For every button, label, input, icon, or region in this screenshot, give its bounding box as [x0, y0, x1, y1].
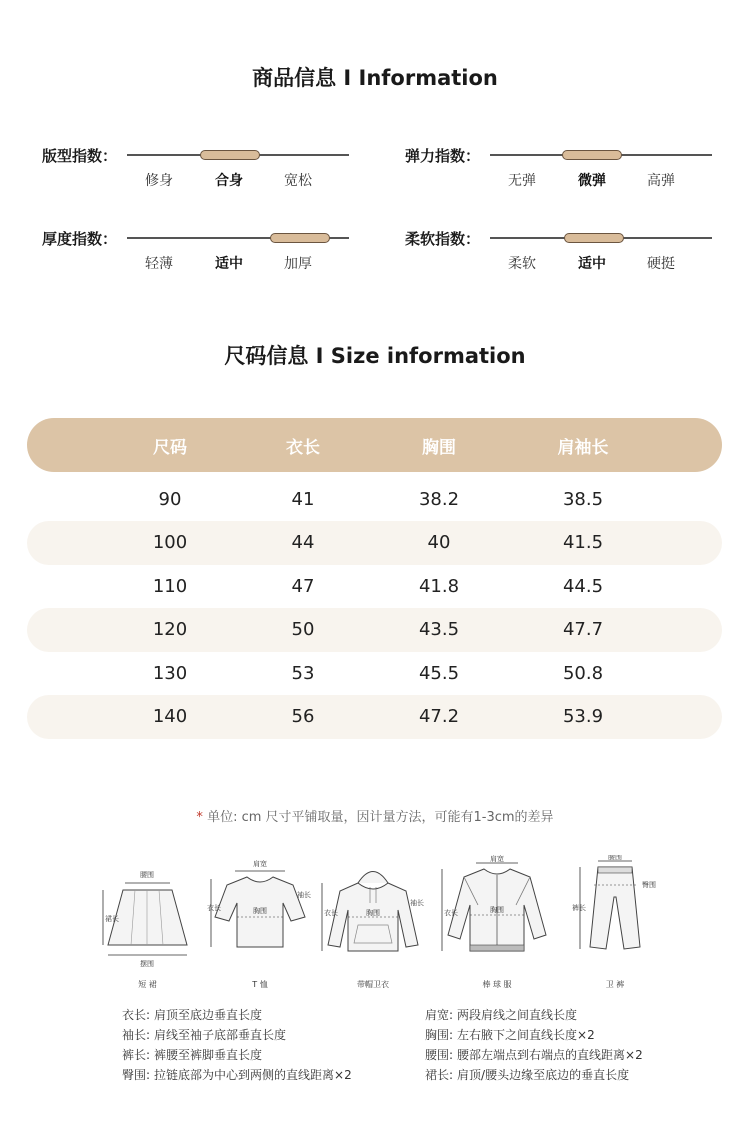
index-option: 加厚: [284, 256, 312, 272]
size-table-header: [27, 418, 722, 472]
size-info-title: 尺码信息 I Size information: [224, 344, 526, 368]
index-option-selected: 适中: [578, 256, 606, 272]
garment-name: 短 裙: [138, 980, 157, 989]
measure-label: 衣长: [324, 909, 338, 917]
baseball-jacket-diagram: [438, 855, 556, 990]
table-row: [27, 521, 722, 565]
index-label: 版型指数：: [42, 147, 118, 165]
product-info-title: 商品信息 I Information: [252, 66, 498, 90]
index-track: [490, 154, 712, 156]
table-cell: 45.5: [418, 663, 460, 684]
table-cell: 56: [291, 706, 315, 727]
table-row: [27, 652, 722, 696]
table-cell: 130: [152, 663, 188, 684]
table-cell: 38.2: [418, 489, 460, 510]
measure-label: 腰围: [140, 871, 154, 879]
index-option: 修身: [145, 173, 173, 189]
table-cell: 40: [427, 532, 451, 553]
garment-name: T 恤: [252, 980, 268, 989]
measure-label: 胸围: [366, 909, 380, 917]
table-row: [27, 565, 722, 609]
column-header: 尺码: [153, 438, 187, 458]
table-cell: 38.5: [562, 489, 604, 510]
tshirt-diagram: [205, 855, 315, 990]
definition-item: [425, 1026, 595, 1043]
note-star: *: [196, 810, 203, 825]
index-slider-knob: [564, 233, 624, 243]
column-header: 胸围: [422, 438, 456, 458]
definition-text: 拉链底部为中心到两侧的直线距离×2: [154, 1068, 352, 1082]
table-cell: 41.5: [562, 532, 604, 553]
definition-item: [122, 1066, 352, 1083]
definition-text: 裤腰至裤脚垂直长度: [154, 1048, 263, 1062]
index-option: 轻薄: [145, 256, 173, 272]
index-slider-knob: [270, 233, 330, 243]
definition-text: 肩线至袖子底部垂直长度: [154, 1028, 287, 1042]
skirt-diagram: [95, 855, 200, 990]
index-label: 弹力指数：: [405, 147, 481, 165]
index-track: [127, 237, 349, 239]
hoodie-diagram: [318, 855, 428, 990]
index-label: 厚度指数：: [42, 230, 118, 248]
baseball-jacket-icon: [438, 855, 556, 970]
garment-name: 棒 球 服: [482, 980, 512, 989]
elasticity-index: [405, 145, 735, 205]
index-slider-knob: [200, 150, 260, 160]
definition-text: 肩顶/腰头边缘至底边的垂直长度: [457, 1068, 630, 1082]
definition-text: 两段肩线之间直线长度: [457, 1008, 578, 1022]
measure-label: 胸围: [253, 907, 267, 915]
note-text: 单位: cm 尺寸平铺取量，因计量方法，可能有1-3cm的差异: [207, 810, 554, 825]
table-row: [27, 695, 722, 739]
definition-key: 袖长:: [122, 1028, 151, 1042]
table-cell: 43.5: [418, 619, 460, 640]
index-option-selected: 微弹: [578, 173, 606, 189]
column-header: 衣长: [286, 438, 320, 458]
measure-label: 肩宽: [253, 860, 267, 868]
index-slider-knob: [562, 150, 622, 160]
table-cell: 44.5: [562, 576, 604, 597]
definition-text: 左右腋下之间直线长度×2: [457, 1028, 595, 1042]
tshirt-icon: [205, 855, 315, 970]
measure-label: 肩宽: [490, 855, 504, 863]
table-cell: 90: [158, 489, 182, 510]
measure-label: 衣长: [444, 909, 458, 917]
measure-label: 裙长: [105, 915, 119, 923]
garment-name: 带帽卫衣: [357, 980, 389, 989]
index-track: [490, 237, 712, 239]
table-cell: 44: [291, 532, 315, 553]
table-cell: 47: [291, 576, 315, 597]
thickness-index: [42, 228, 372, 288]
measure-label: 摆围: [140, 960, 154, 968]
table-cell: 50: [291, 619, 315, 640]
table-cell: 110: [152, 576, 188, 597]
measure-label: 腰围: [608, 855, 622, 861]
hoodie-icon: [318, 855, 428, 970]
pants-icon: [570, 855, 660, 970]
definition-key: 衣长:: [122, 1008, 151, 1022]
measure-label: 衣长: [207, 904, 221, 912]
table-cell: 41: [291, 489, 315, 510]
table-cell: 140: [152, 706, 188, 727]
measure-label: 胸围: [490, 906, 504, 914]
garment-name: 卫 裤: [605, 980, 625, 989]
definition-item: [425, 1066, 629, 1083]
index-option: 高弹: [647, 173, 675, 189]
measurement-note: [0, 806, 750, 825]
definition-key: 肩宽:: [425, 1008, 454, 1022]
fit-index: [42, 145, 372, 205]
index-option-selected: 合身: [215, 173, 243, 189]
index-option-selected: 适中: [215, 256, 243, 272]
definition-text: 腰部左端点到右端点的直线距离×2: [457, 1048, 643, 1062]
measure-label: 袖长: [297, 891, 311, 899]
table-cell: 100: [152, 532, 188, 553]
softness-index: [405, 228, 735, 288]
table-cell: 53.9: [562, 706, 604, 727]
definition-text: 肩顶至底边垂直长度: [154, 1008, 263, 1022]
table-cell: 41.8: [418, 576, 460, 597]
definition-key: 腰围:: [425, 1048, 454, 1062]
definition-item: [425, 1046, 643, 1063]
index-label: 柔软指数：: [405, 230, 481, 248]
definition-item: [122, 1046, 262, 1063]
measure-label: 臀围: [642, 881, 656, 889]
table-cell: 47.2: [418, 706, 460, 727]
definition-item: [122, 1026, 286, 1043]
measure-label: 袖长: [410, 899, 424, 907]
table-row: [27, 478, 722, 522]
table-cell: 53: [291, 663, 315, 684]
index-track: [127, 154, 349, 156]
pants-diagram: [570, 855, 660, 990]
column-header: 肩袖长: [557, 438, 609, 458]
index-option: 宽松: [284, 173, 312, 189]
definition-key: 臀围:: [122, 1068, 151, 1082]
definition-item: [425, 1006, 577, 1023]
skirt-icon: [95, 855, 200, 970]
measure-label: 裤长: [572, 904, 586, 912]
table-row: [27, 608, 722, 652]
index-option: 柔软: [508, 256, 536, 272]
definition-item: [122, 1006, 262, 1023]
table-cell: 50.8: [562, 663, 604, 684]
definition-key: 裙长:: [425, 1068, 454, 1082]
index-option: 无弹: [508, 173, 536, 189]
table-cell: 47.7: [562, 619, 604, 640]
index-option: 硬挺: [647, 256, 675, 272]
definition-key: 裤长:: [122, 1048, 151, 1062]
definition-key: 胸围:: [425, 1028, 454, 1042]
table-cell: 120: [152, 619, 188, 640]
